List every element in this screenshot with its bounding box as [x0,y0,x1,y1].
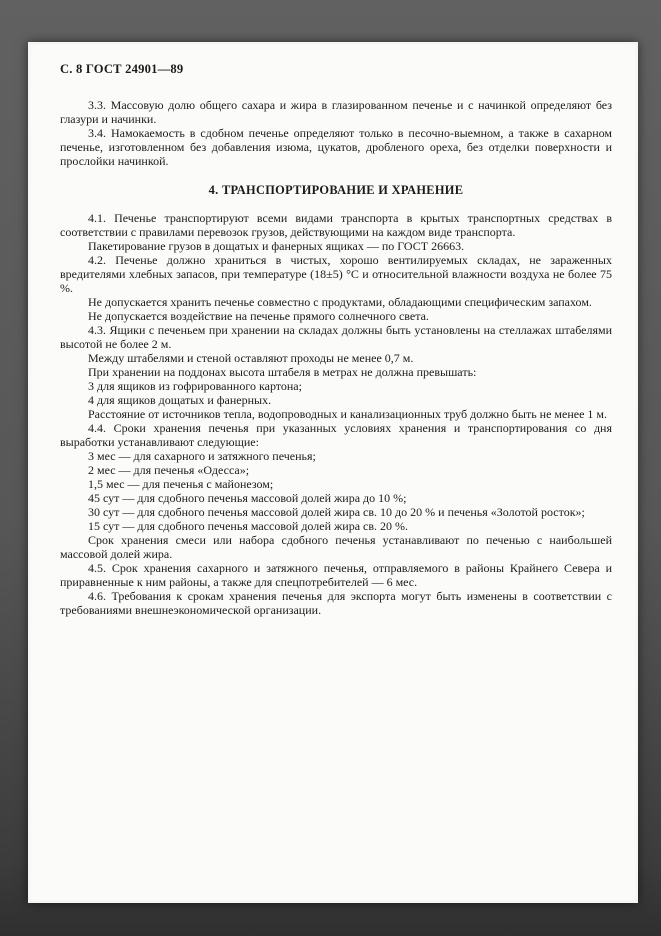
paragraph: 4 для ящиков дощатых и фанерных. [88,393,272,407]
paragraph: 4.6. Требования к срокам хранения печенья для экспорта могут быть изменены в соответствии с требованиями внешнеэкономической организации. [60,589,612,617]
paragraph: 2 мес — для печенья «Одесса»; [88,463,250,477]
paragraph: Пакетирование грузов в дощатых и фанерных ящиках — по ГОСТ 26663. [88,239,465,253]
paragraph: Расстояние от источников тепла, водопроводных и канализационных труб должно быть не менее 1 м. [88,407,607,421]
paragraph: 3.4. Намокаемость в сдобном печенье определяют только в песочно-выемном, а также в сахарном печенье, изготовленном без добавления изюма, цукатов, дробленого ореха, без отделки поверхности и прослойки начинкой. [60,126,612,168]
paragraph: Не допускается хранить печенье совместно с продуктами, обладающими специфическим запахом. [88,295,592,309]
paragraph: 3 мес — для сахарного и затяжного печенья; [88,449,316,463]
paragraph: 4.3. Ящики с печеньем при хранении на складах должны быть установлены на стеллажах штабелями высотой не более 2 м. [60,323,612,351]
paragraph: 4.2. Печенье должно храниться в чистых, хорошо вентилируемых складах, не зараженных вредителями хлебных запасов, при температуре (18±5) °С и относительной влажности воздуха не более 75 %. [60,253,612,295]
paragraph: 3.3. Массовую долю общего сахара и жира в глазированном печенье и с начинкой определяют без глазури и начинки. [60,98,612,126]
document-body [60,98,612,617]
paragraph: 30 сут — для сдобного печенья массовой долей жира св. 10 до 20 % и печенья «Золотой росток»; [88,505,585,519]
paragraph: 1,5 мес — для печенья с майонезом; [88,477,274,491]
page-header: С. 8 ГОСТ 24901—89 [60,62,184,76]
paragraph: 4.1. Печенье транспортируют всеми видами транспорта в крытых транспортных средствах в соответствии с правилами перевозок грузов, действующими на каждом виде транспорта. [60,211,612,239]
paragraph: Между штабелями и стеной оставляют проходы не менее 0,7 м. [88,351,414,365]
paragraph: При хранении на поддонах высота штабеля в метрах не должна превышать: [88,365,477,379]
paragraph: 45 сут — для сдобного печенья массовой долей жира до 10 %; [88,491,407,505]
paragraph: 4.4. Сроки хранения печенья при указанных условиях хранения и транспортирования со дня выработки устанавливают следующие: [60,421,612,449]
document-page [28,42,638,903]
paragraph: 3 для ящиков из гофрированного картона; [88,379,302,393]
paragraph: Срок хранения смеси или набора сдобного печенья устанавливают по печенью с наибольшей массовой долей жира. [60,533,612,561]
paragraph: Не допускается воздействие на печенье прямого солнечного света. [88,309,429,323]
paragraph: 15 сут — для сдобного печенья массовой долей жира св. 20 %. [88,519,409,533]
section-heading: 4. ТРАНСПОРТИРОВАНИЕ И ХРАНЕНИЕ [208,183,464,197]
paragraph: 4.5. Срок хранения сахарного и затяжного печенья, отправляемого в районы Крайнего Севера и приравненные к ним районы, а также для спецпотребителей — 6 мес. [60,561,612,589]
